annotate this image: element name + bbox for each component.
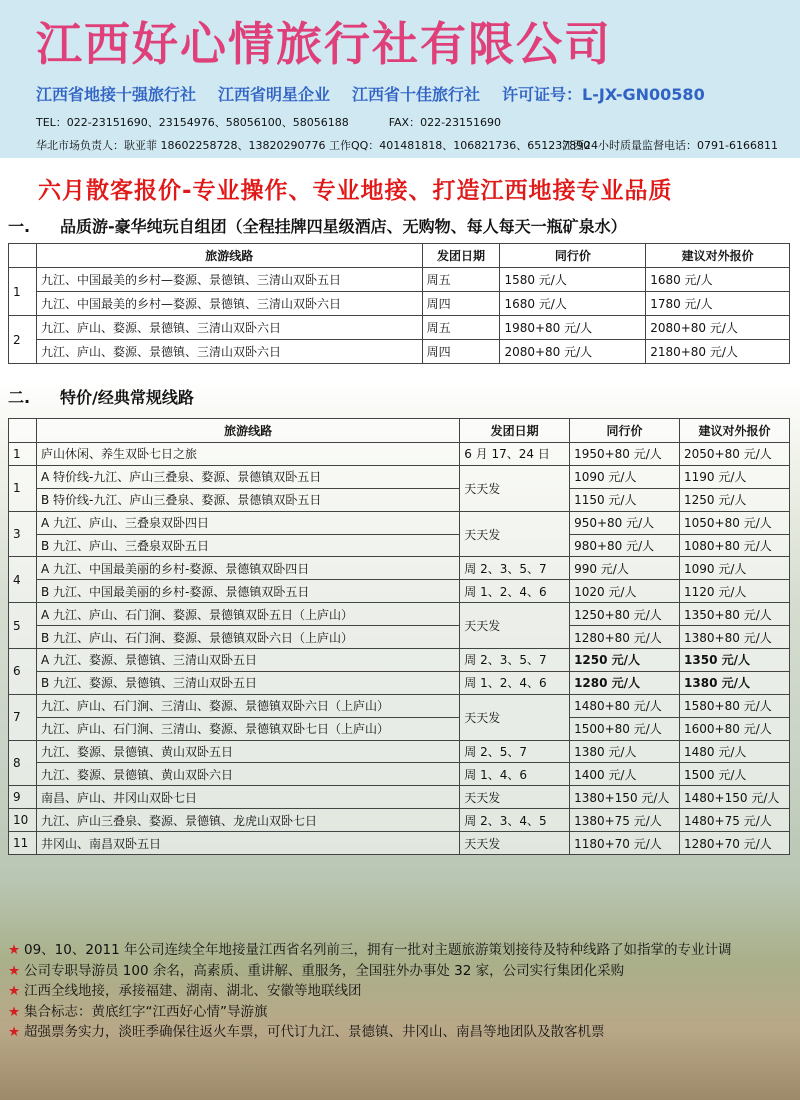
header-retail-price: 建议对外报价 xyxy=(646,244,790,268)
company-notes xyxy=(8,940,790,1043)
date-cell: 周 2、5、7 xyxy=(460,740,570,763)
note-item xyxy=(8,940,790,961)
peer-price-cell: 1580 元/人 xyxy=(500,268,646,292)
peer-price-cell: 1500+80 元/人 xyxy=(570,717,680,740)
star-icon: ★ xyxy=(8,962,21,979)
peer-price-cell: 1280 元/人 xyxy=(570,671,680,694)
date-cell: 周 1、4、6 xyxy=(460,763,570,786)
retail-price-cell: 1350+80 元/人 xyxy=(680,603,790,626)
route-cell: A 九江、庐山、三叠泉双卧四日 xyxy=(36,511,459,534)
table-row xyxy=(9,488,790,511)
tel-numbers: TEL：022-23151690、23154976、58056100、58056188 xyxy=(36,116,349,129)
route-cell: 九江、婺源、景德镇、黄山双卧六日 xyxy=(36,763,459,786)
route-cell: B 特价线-九江、庐山三叠泉、婺源、景德镇双卧五日 xyxy=(36,488,459,511)
date-cell: 天天发 xyxy=(460,786,570,809)
date-cell: 天天发 xyxy=(460,694,570,740)
route-cell: 九江、婺源、景德镇、黄山双卧五日 xyxy=(36,740,459,763)
section-1-title: 品质游-豪华纯玩自组团（全程挂牌四星级酒店、无购物、每人每天一瓶矿泉水） xyxy=(60,217,627,236)
date-cell: 天天发 xyxy=(460,465,570,511)
table-row xyxy=(9,557,790,580)
star-icon: ★ xyxy=(8,942,21,958)
peer-price-cell: 1950+80 元/人 xyxy=(570,443,680,466)
route-cell: 九江、庐山、婺源、景德镇、三清山双卧六日 xyxy=(36,316,422,340)
peer-price-cell: 1150 元/人 xyxy=(570,488,680,511)
section-2-number: 二. xyxy=(8,388,31,407)
date-cell: 周 1、2、4、6 xyxy=(460,580,570,603)
table-row xyxy=(9,671,790,694)
date-cell: 天天发 xyxy=(460,603,570,649)
retail-price-cell: 1500 元/人 xyxy=(680,763,790,786)
route-cell: 南昌、庐山、井冈山双卧七日 xyxy=(36,786,459,809)
table-row xyxy=(9,809,790,832)
retail-price-cell: 1380+80 元/人 xyxy=(680,626,790,649)
table-header-row xyxy=(9,244,790,268)
row-number: 1 xyxy=(9,268,37,316)
route-cell: 九江、庐山、石门涧、三清山、婺源、景德镇双卧七日（上庐山） xyxy=(36,717,459,740)
retail-price-cell: 2180+80 元/人 xyxy=(646,340,790,364)
retail-price-cell: 1280+70 元/人 xyxy=(680,832,790,855)
peer-price-cell: 2080+80 元/人 xyxy=(500,340,646,364)
table-row xyxy=(9,717,790,740)
table-row xyxy=(9,832,790,855)
retail-price-cell: 1780 元/人 xyxy=(646,292,790,316)
peer-price-cell: 1380+75 元/人 xyxy=(570,809,680,832)
route-cell: B 九江、庐山、三叠泉双卧五日 xyxy=(36,534,459,557)
date-cell: 周 2、3、5、7 xyxy=(460,557,570,580)
header-cell xyxy=(9,419,37,443)
table-row xyxy=(9,340,790,364)
honor-2: 江西省明星企业 xyxy=(218,85,331,104)
retail-price-cell: 1480+75 元/人 xyxy=(680,809,790,832)
note-item xyxy=(8,981,790,1002)
retail-price-cell: 1190 元/人 xyxy=(680,465,790,488)
peer-price-cell: 1400 元/人 xyxy=(570,763,680,786)
section-2-heading xyxy=(8,385,194,408)
route-cell: A 九江、庐山、石门涧、婺源、景德镇双卧五日（上庐山） xyxy=(36,603,459,626)
retail-price-cell: 1380 元/人 xyxy=(680,671,790,694)
row-number: 10 xyxy=(9,809,37,832)
header-cell xyxy=(9,244,37,268)
note-text: 集合标志：黄底红字“江西好心情”导游旗 xyxy=(24,1003,268,1020)
quality-hotline: 江西24小时质量监督电话：0791-6166811 xyxy=(562,139,778,152)
honor-1: 江西省地接十强旅行社 xyxy=(36,85,197,104)
table-header-row xyxy=(9,419,790,443)
date-cell: 天天发 xyxy=(460,832,570,855)
classic-tours-table xyxy=(8,418,790,855)
peer-price-cell: 990 元/人 xyxy=(570,557,680,580)
peer-price-cell: 1090 元/人 xyxy=(570,465,680,488)
route-cell: 九江、中国最美的乡村—婺源、景德镇、三清山双卧六日 xyxy=(36,292,422,316)
note-item xyxy=(8,1002,790,1023)
peer-price-cell: 1280+80 元/人 xyxy=(570,626,680,649)
route-cell: 九江、庐山、婺源、景德镇、三清山双卧六日 xyxy=(36,340,422,364)
peer-price-cell: 1020 元/人 xyxy=(570,580,680,603)
row-number: 8 xyxy=(9,740,37,786)
star-icon: ★ xyxy=(8,1003,21,1020)
table-row xyxy=(9,443,790,466)
note-text: 09、10、2011 年公司连续全年地接量江西省名列前三，拥有一批对主题旅游策划接待及特种线路了如指掌的专业计调 xyxy=(24,942,732,958)
table-row xyxy=(9,740,790,763)
retail-price-cell: 1480+150 元/人 xyxy=(680,786,790,809)
table-row xyxy=(9,626,790,649)
route-cell: 井冈山、南昌双卧五日 xyxy=(36,832,459,855)
peer-price-cell: 1380+150 元/人 xyxy=(570,786,680,809)
table-row xyxy=(9,603,790,626)
row-number: 4 xyxy=(9,557,37,603)
company-title: 江西好心情旅行社有限公司 xyxy=(36,17,612,71)
route-cell: 九江、庐山、石门涧、三清山、婺源、景德镇双卧六日（上庐山） xyxy=(36,694,459,717)
row-number: 1 xyxy=(9,443,37,466)
row-number: 2 xyxy=(9,316,37,364)
table-row xyxy=(9,511,790,534)
header-peer-price: 同行价 xyxy=(500,244,646,268)
header-route: 旅游线路 xyxy=(36,244,422,268)
route-cell: A 九江、婺源、景德镇、三清山双卧五日 xyxy=(36,649,459,672)
table-row xyxy=(9,786,790,809)
table-row xyxy=(9,763,790,786)
date-cell: 天天发 xyxy=(460,511,570,557)
section-2-title: 特价/经典常规线路 xyxy=(60,388,194,407)
route-cell: B 九江、婺源、景德镇、三清山双卧五日 xyxy=(36,671,459,694)
table-row xyxy=(9,649,790,672)
header-route: 旅游线路 xyxy=(36,419,459,443)
date-cell: 周 1、2、4、6 xyxy=(460,671,570,694)
route-cell: 庐山休闲、养生双卧七日之旅 xyxy=(36,443,459,466)
route-cell: B 九江、中国最美丽的乡村-婺源、景德镇双卧五日 xyxy=(36,580,459,603)
note-item xyxy=(8,961,790,982)
date-cell: 周四 xyxy=(422,340,500,364)
table-row xyxy=(9,268,790,292)
honor-3: 江西省十佳旅行社 xyxy=(352,85,481,104)
retail-price-cell: 1080+80 元/人 xyxy=(680,534,790,557)
date-cell: 周 2、3、5、7 xyxy=(460,649,570,672)
table-row xyxy=(9,465,790,488)
route-cell: A 特价线-九江、庐山三叠泉、婺源、景德镇双卧五日 xyxy=(36,465,459,488)
fax-number: FAX：022-23151690 xyxy=(388,116,502,129)
peer-price-cell: 1250+80 元/人 xyxy=(570,603,680,626)
license-number: 许可证号：L-JX-GN00580 xyxy=(502,85,705,104)
route-cell: 九江、中国最美的乡村—婺源、景德镇、三清山双卧五日 xyxy=(36,268,422,292)
row-number: 6 xyxy=(9,649,37,695)
date-cell: 周五 xyxy=(422,316,500,340)
retail-price-cell: 1680 元/人 xyxy=(646,268,790,292)
retail-price-cell: 1580+80 元/人 xyxy=(680,694,790,717)
section-1-heading xyxy=(8,214,627,237)
manager-line xyxy=(36,137,778,153)
route-cell: A 九江、中国最美丽的乡村-婺源、景德镇双卧四日 xyxy=(36,557,459,580)
header-date: 发团日期 xyxy=(422,244,500,268)
row-number: 7 xyxy=(9,694,37,740)
retail-price-cell: 1600+80 元/人 xyxy=(680,717,790,740)
honors-line xyxy=(36,82,727,105)
headline-slogan: 六月散客报价-专业操作、专业地接、打造江西地接专业品质 xyxy=(38,178,673,204)
retail-price-cell: 1250 元/人 xyxy=(680,488,790,511)
row-number: 11 xyxy=(9,832,37,855)
manager-contact: 华北市场负责人：耿亚菲 18602258728、13820290776 工作QQ：401481818、106821736、651237890 xyxy=(36,139,591,152)
peer-price-cell: 1680 元/人 xyxy=(500,292,646,316)
row-number: 3 xyxy=(9,511,37,557)
retail-price-cell: 1090 元/人 xyxy=(680,557,790,580)
row-number: 9 xyxy=(9,786,37,809)
header-date: 发团日期 xyxy=(460,419,570,443)
note-text: 公司专职导游员 100 余名，高素质、重讲解、重服务，全国驻外办事处 32 家，公司实行集团化采购 xyxy=(24,962,625,979)
contact-line xyxy=(36,114,501,130)
section-1-number: 一. xyxy=(8,217,31,236)
table-row xyxy=(9,534,790,557)
star-icon: ★ xyxy=(8,983,21,999)
retail-price-cell: 1120 元/人 xyxy=(680,580,790,603)
retail-price-cell: 1480 元/人 xyxy=(680,740,790,763)
row-number: 5 xyxy=(9,603,37,649)
header-retail-price: 建议对外报价 xyxy=(680,419,790,443)
peer-price-cell: 980+80 元/人 xyxy=(570,534,680,557)
date-cell: 6 月 17、24 日 xyxy=(460,443,570,466)
premium-tours-table xyxy=(8,243,790,364)
note-item xyxy=(8,1022,790,1043)
route-cell: B 九江、庐山、石门涧、婺源、景德镇双卧六日（上庐山） xyxy=(36,626,459,649)
star-icon: ★ xyxy=(8,1024,21,1040)
retail-price-cell: 1050+80 元/人 xyxy=(680,511,790,534)
peer-price-cell: 1480+80 元/人 xyxy=(570,694,680,717)
table-row xyxy=(9,694,790,717)
date-cell: 周四 xyxy=(422,292,500,316)
route-cell: 九江、庐山三叠泉、婺源、景德镇、龙虎山双卧七日 xyxy=(36,809,459,832)
peer-price-cell: 1180+70 元/人 xyxy=(570,832,680,855)
header-peer-price: 同行价 xyxy=(570,419,680,443)
note-text: 江西全线地接，承接福建、湖南、湖北、安徽等地联线团 xyxy=(24,983,362,999)
peer-price-cell: 950+80 元/人 xyxy=(570,511,680,534)
retail-price-cell: 2050+80 元/人 xyxy=(680,443,790,466)
header-banner xyxy=(0,0,800,158)
peer-price-cell: 1980+80 元/人 xyxy=(500,316,646,340)
retail-price-cell: 2080+80 元/人 xyxy=(646,316,790,340)
table-row xyxy=(9,292,790,316)
date-cell: 周五 xyxy=(422,268,500,292)
peer-price-cell: 1380 元/人 xyxy=(570,740,680,763)
note-text: 超强票务实力，淡旺季确保往返火车票，可代订九江、景德镇、井冈山、南昌等地团队及散客机票 xyxy=(24,1024,605,1040)
peer-price-cell: 1250 元/人 xyxy=(570,649,680,672)
row-number: 1 xyxy=(9,465,37,511)
table-row xyxy=(9,316,790,340)
date-cell: 周 2、3、4、5 xyxy=(460,809,570,832)
table-row xyxy=(9,580,790,603)
retail-price-cell: 1350 元/人 xyxy=(680,649,790,672)
